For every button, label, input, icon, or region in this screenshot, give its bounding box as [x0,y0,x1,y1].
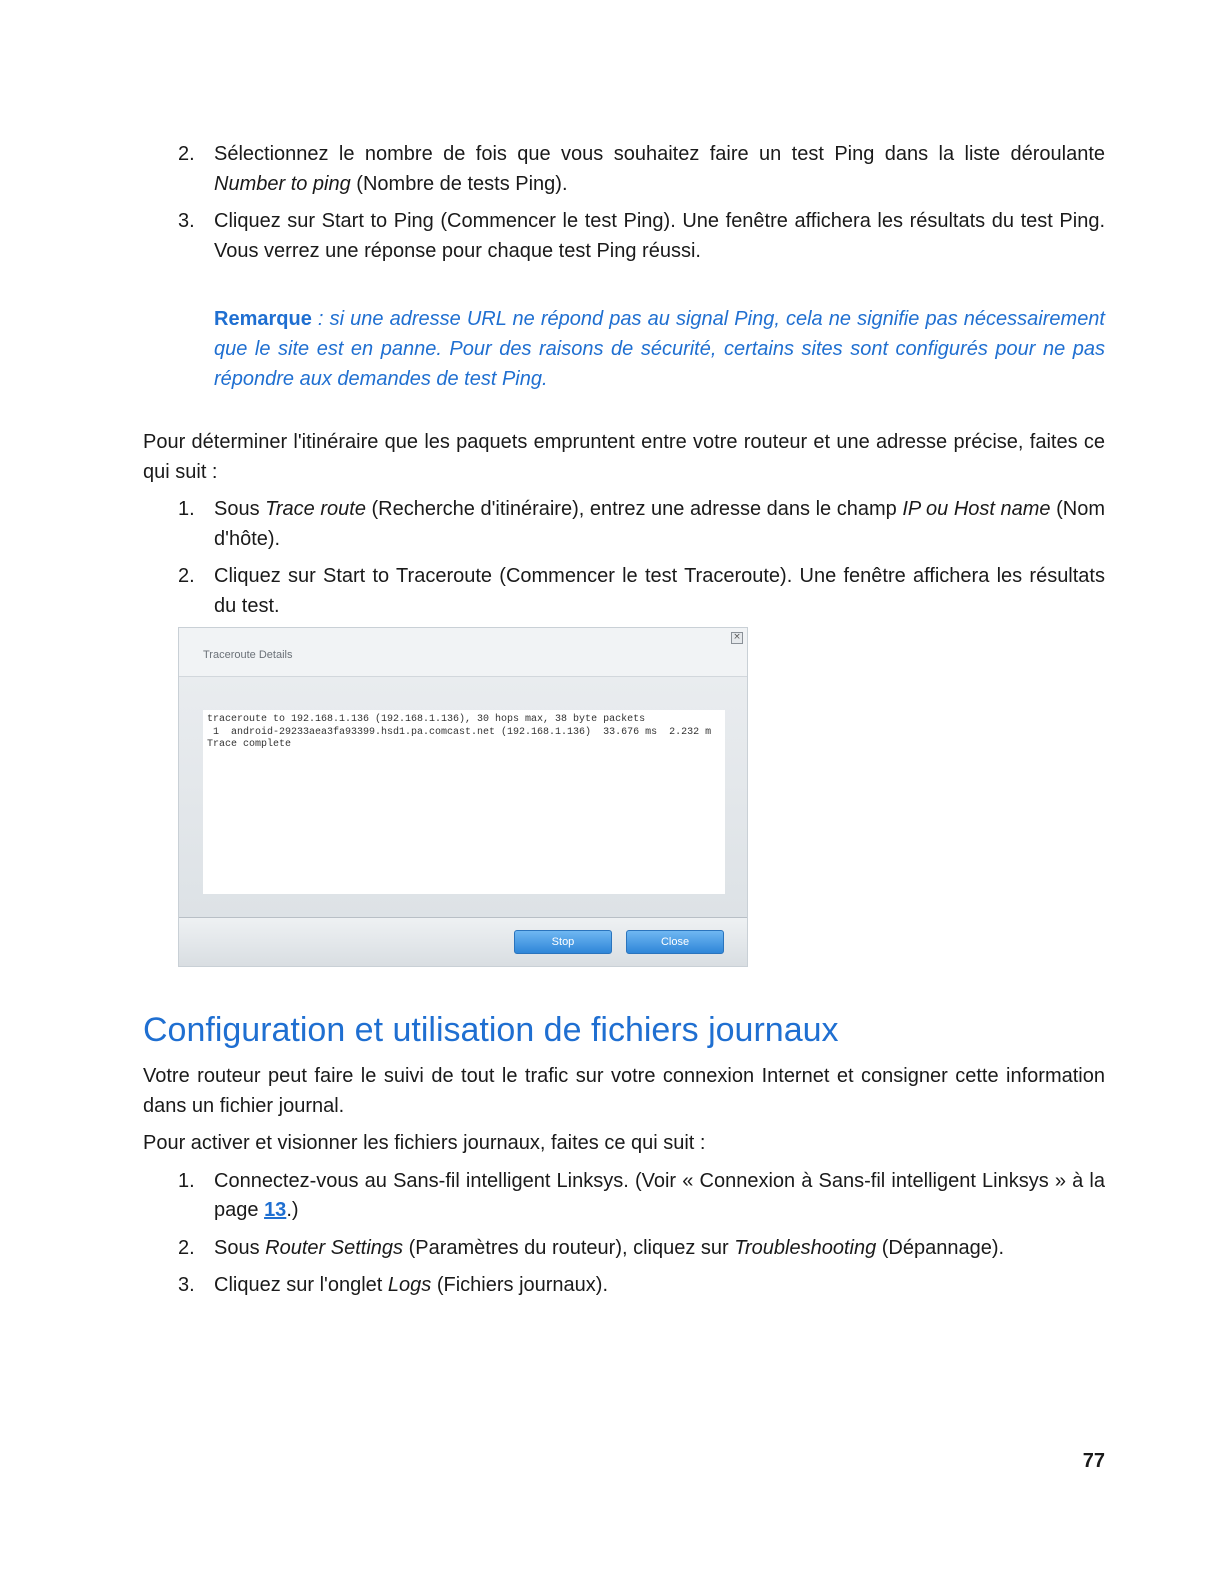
list-text: (Nom d'hôte). [214,498,1105,550]
note-paragraph [214,304,1105,394]
close-button[interactable]: Close [626,930,724,954]
document-page [143,140,1105,621]
list-text: (Dépannage). [876,1236,1005,1259]
close-icon[interactable]: × [731,632,743,644]
list-number: 1. [178,498,195,520]
list-item [143,495,1105,554]
note-label: Remarque [214,308,312,330]
list-item [143,140,1105,199]
list-text: Cliquez sur l'onglet [214,1274,388,1296]
console-line: traceroute to 192.168.1.136 (192.168.1.136), 30 hops max, 38 byte packets [207,714,646,725]
note-text: si une adresse URL ne répond pas au signal Ping, cela ne signifie pas nécessairement que le site est en panne. Pour des raisons de sécurité, certains sites sont configurés pour ne pas répondre aux demandes de test Ping. [214,308,1105,390]
list-emphasis: Number to ping [214,172,351,195]
list-item [143,1271,1105,1301]
list-emphasis: Logs [387,1274,432,1296]
list-text: Connectez-vous au Sans-fil intelligent Linksys. (Voir « Connexion à Sans-fil intelligent Linksys » à la page [214,1169,1105,1221]
list-emphasis: Troubleshooting [734,1236,877,1259]
dialog-title: Traceroute Details [203,649,293,661]
list-number: 2. [178,1236,195,1259]
list-text: Sous [214,1236,266,1259]
trace-steps-list [143,495,1105,621]
dialog-body [179,677,747,917]
list-number: 1. [178,1169,195,1192]
dialog-footer [179,918,747,966]
note-sep: : [311,308,330,330]
stop-button[interactable]: Stop [514,930,612,954]
list-text: (Nombre de tests Ping). [350,172,568,195]
list-text: (Recherche d'itinéraire), entrez une adresse dans le champ [365,498,903,520]
list-text: Cliquez sur Start to Ping (Commencer le test Ping). Une fenêtre affichera les résultats du test Ping. Vous verrez une réponse pour chaque test Ping réussi. [214,210,1105,262]
list-text: Sélectionnez le nombre de fois que vous souhaitez faire un test Ping dans la liste déroulante [214,143,1105,165]
list-text: Cliquez sur Start to Traceroute (Commencer le test Traceroute). Une fenêtre affichera les résultats du test. [214,565,1105,617]
list-item [143,562,1105,621]
list-item [143,207,1105,266]
log-steps-list [143,1167,1105,1301]
ping-steps-list [143,140,1105,266]
list-number: 3. [178,210,195,232]
console-line: Trace complete [207,739,292,750]
list-text: (Paramètres du routeur), cliquez sur [403,1236,735,1259]
list-text: (Fichiers journaux). [431,1274,608,1296]
list-text: Sous [214,498,266,520]
list-emphasis: Trace route [265,498,366,520]
list-emphasis: Router Settings [265,1236,404,1259]
list-item [143,1167,1105,1226]
traceroute-output [203,710,725,894]
page-number: 77 [1082,1450,1105,1472]
list-text: .) [286,1199,299,1221]
list-item [143,1234,1105,1264]
section-paragraph: Votre routeur peut faire le suivi de tout le trafic sur votre connexion Internet et consigner cette information dans un fichier journal. [143,1065,1105,1117]
list-emphasis: IP ou Host name [902,498,1051,520]
list-number: 3. [178,1274,195,1296]
logs-section [143,1010,1105,1301]
console-line: 1 android-29233aea3fa93399.hsd1.pa.comcast.net (192.168.1.136) 33.676 ms 2.232 m [207,726,712,738]
page-link[interactable]: 13 [264,1199,287,1221]
trace-intro: Pour déterminer l'itinéraire que les paquets empruntent entre votre routeur et une adresse précise, faites ce qui suit : [143,431,1105,483]
list-number: 2. [178,143,195,165]
traceroute-dialog-screenshot [178,627,748,967]
list-number: 2. [178,565,195,587]
section-heading: Configuration et utilisation de fichiers journaux [143,1011,839,1049]
section-paragraph: Pour activer et visionner les fichiers journaux, faites ce qui suit : [143,1132,706,1154]
